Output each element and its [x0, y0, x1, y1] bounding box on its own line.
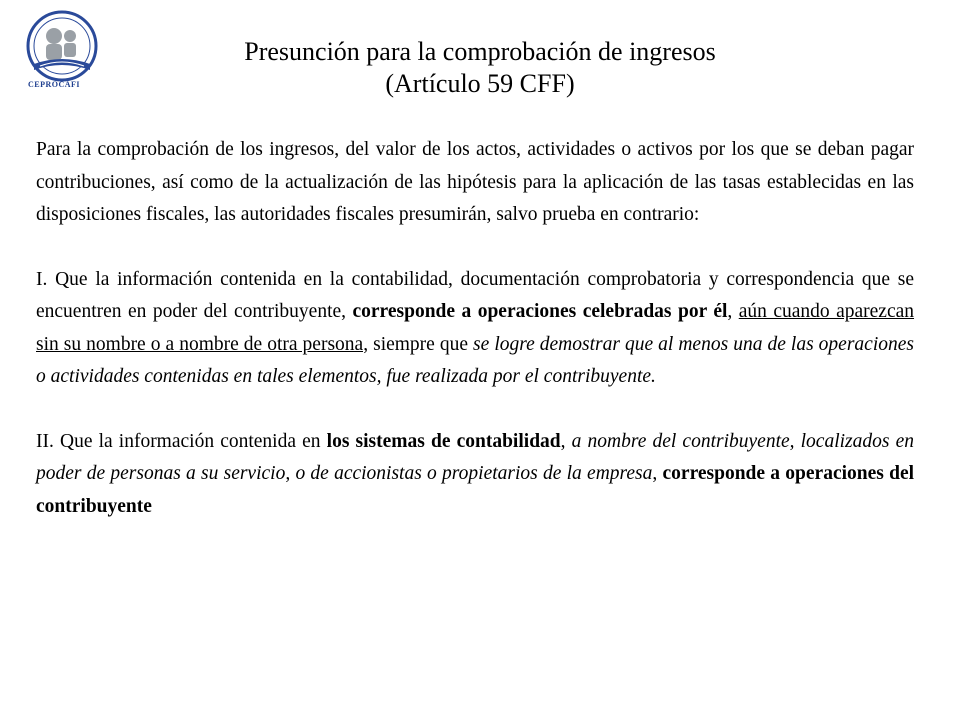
item-2-bold-b: corresponde a operaciones del contribuyente	[36, 463, 915, 517]
title-line-1: Presunción para la comprobación de ingresos	[244, 37, 716, 66]
intro-paragraph: Para la comprobación de los ingresos, del valor de los actos, actividades o activos por los que se deban pagar contribuciones, así como de la actualización de las hipótesis para la aplicación de las tasas establecidas en las disposiciones fiscales, las autoridades fiscales presumirán, salvo prueba en contrario:	[36, 139, 914, 225]
item-1-text-b: ,	[727, 301, 739, 322]
logo-caption: CEPROCAFI	[27, 80, 81, 89]
item-1-text-a: I. Que la información contenida en la contabilidad, documentación comprobatoria y correspondencia que se encuentren en poder del contribuyente,	[36, 268, 914, 322]
logo-emblem-icon	[14, 6, 110, 86]
item-1-underlined: aún cuando aparezcan sin su nombre o a nombre de otra persona,	[36, 301, 915, 355]
item-2-italic: a nombre del contribuyente, localizados en poder de personas a su servicio, o de accionistas o propietarios de la empresa	[36, 430, 914, 484]
item-1-paragraph	[36, 264, 914, 394]
item-2-paragraph	[36, 426, 914, 524]
title-line-2: (Artículo 59 CFF)	[385, 69, 575, 98]
item-2-bold-a: los sistemas de contabilidad	[326, 430, 561, 452]
item-2-text-c: ,	[652, 463, 663, 484]
item-2-text-a: II. Que la información contenida en	[36, 430, 327, 452]
slide-title	[120, 36, 840, 100]
item-1-text-c: siempre que	[368, 333, 474, 355]
slide-body	[36, 134, 914, 523]
item-1-italic: se logre demostrar que al menos una de las operaciones o actividades contenidas en tales elementos, fue realizada por el contribuyente.	[36, 333, 914, 387]
item-2-text-b: ,	[560, 430, 572, 452]
item-1-bold: corresponde a operaciones celebradas por él	[352, 301, 728, 322]
